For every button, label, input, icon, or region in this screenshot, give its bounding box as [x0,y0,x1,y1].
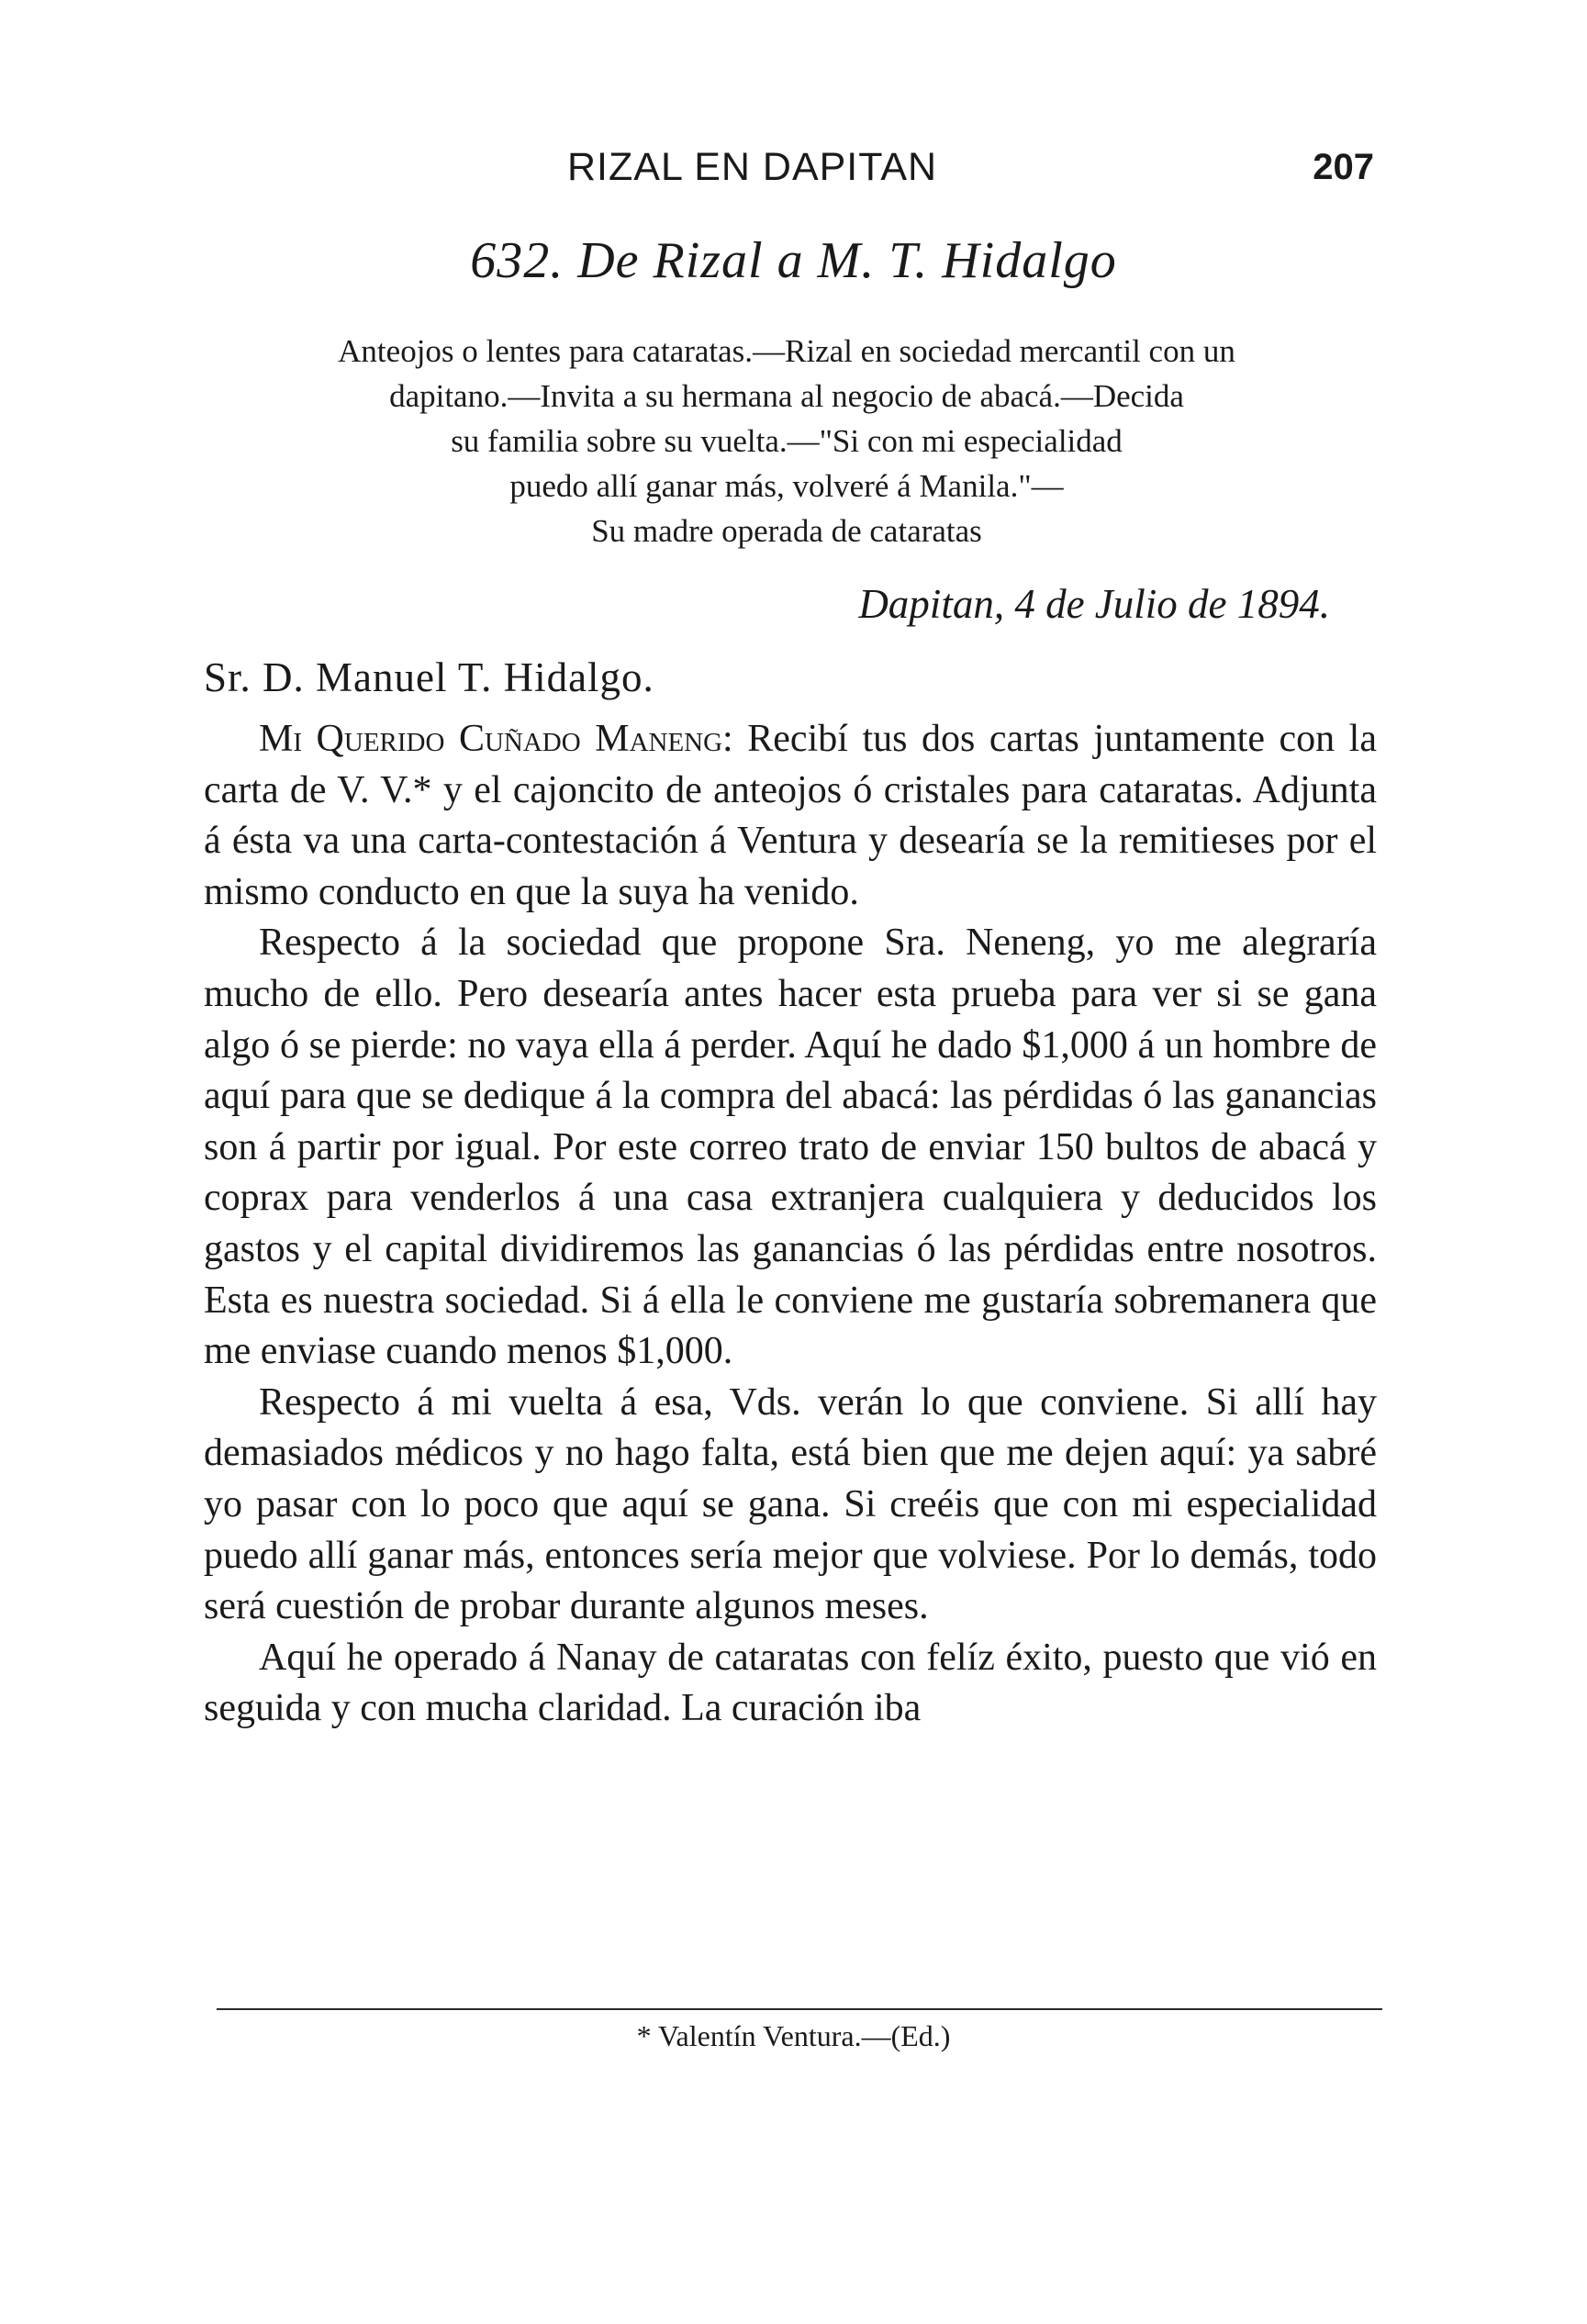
footnote-divider [217,2008,1382,2010]
letter-summary [204,329,1369,553]
summary-line: dapitano.—Invita a su hermana al negocio de abacá.—Decida [389,378,1184,414]
dateline: Dapitan, 4 de Julio de 1894. [858,581,1330,627]
footnote: * Valentín Ventura.—(Ed.) [636,2019,951,2052]
summary-line: Anteojos o lentes para cataratas.—Rizal en sociedad mercantil con un [338,333,1235,369]
addressee: Sr. D. Manuel T. Hidalgo. [204,654,654,700]
paragraph: Respecto á la sociedad que propone Sra. Neneng, yo me alegraría mucho de ello. Pero desearía antes hacer esta prueba para ver si se gana algo ó se pierde: no vaya ella á perder. Aquí he dado $1,000 á un hombre de aquí para que se dedique á la compra del abacá: las pérdidas ó las ganancias son á partir por igual. Por este correo trato de enviar 150 bultos de abacá y coprax para venderlos á una casa extranjera cualquiera y deducidos los gastos y el capital dividiremos las ganancias ó las pérdidas entre nosotros. Esta es nuestra sociedad. Si á ella le conviene me gustaría sobremanera que me enviase cuando menos $1,000. [204,922,1377,1373]
paragraph-text: Recibí tus dos cartas juntamente con la carta de V. V.* y el cajoncito de anteojos ó cristales para cataratas. Adjunta á ésta va una carta-contestación á Ventura y desearía se la remitieses por el mismo conducto en que la suya ha venido. [204,718,1377,913]
summary-line: su familia sobre su vuelta.—"Si con mi especialidad [451,423,1123,459]
summary-line: puedo allí ganar más, volveré á Manila."— [509,468,1064,504]
paragraph: Respecto á mi vuelta á esa, Vds. verán lo que conviene. Si allí hay demasiados médicos y no hago falta, está bien que me dejen aquí: ya sabré yo pasar con lo poco que aquí se gana. Si creéis que con mi especialidad puedo allí ganar más, entonces sería mejor que volviese. Por lo demás, todo será cuestión de probar durante algunos meses. [204,1380,1377,1628]
summary-line: Su madre operada de cataratas [591,513,982,549]
letter-title: 632. De Rizal a M. T. Hidalgo [470,232,1117,289]
paragraph: Aquí he operado á Nanay de cataratas con felíz éxito, puesto que vió en seguida y con mucha claridad. La curación iba [204,1636,1377,1730]
page-number: 207 [1313,147,1374,187]
salutation: Mi Querido Cuñado Maneng: [259,718,733,760]
running-title: RIZAL EN DAPITAN [567,145,938,189]
letter-body [204,714,1377,1735]
running-head [0,145,1587,200]
paragraph [204,714,1377,918]
